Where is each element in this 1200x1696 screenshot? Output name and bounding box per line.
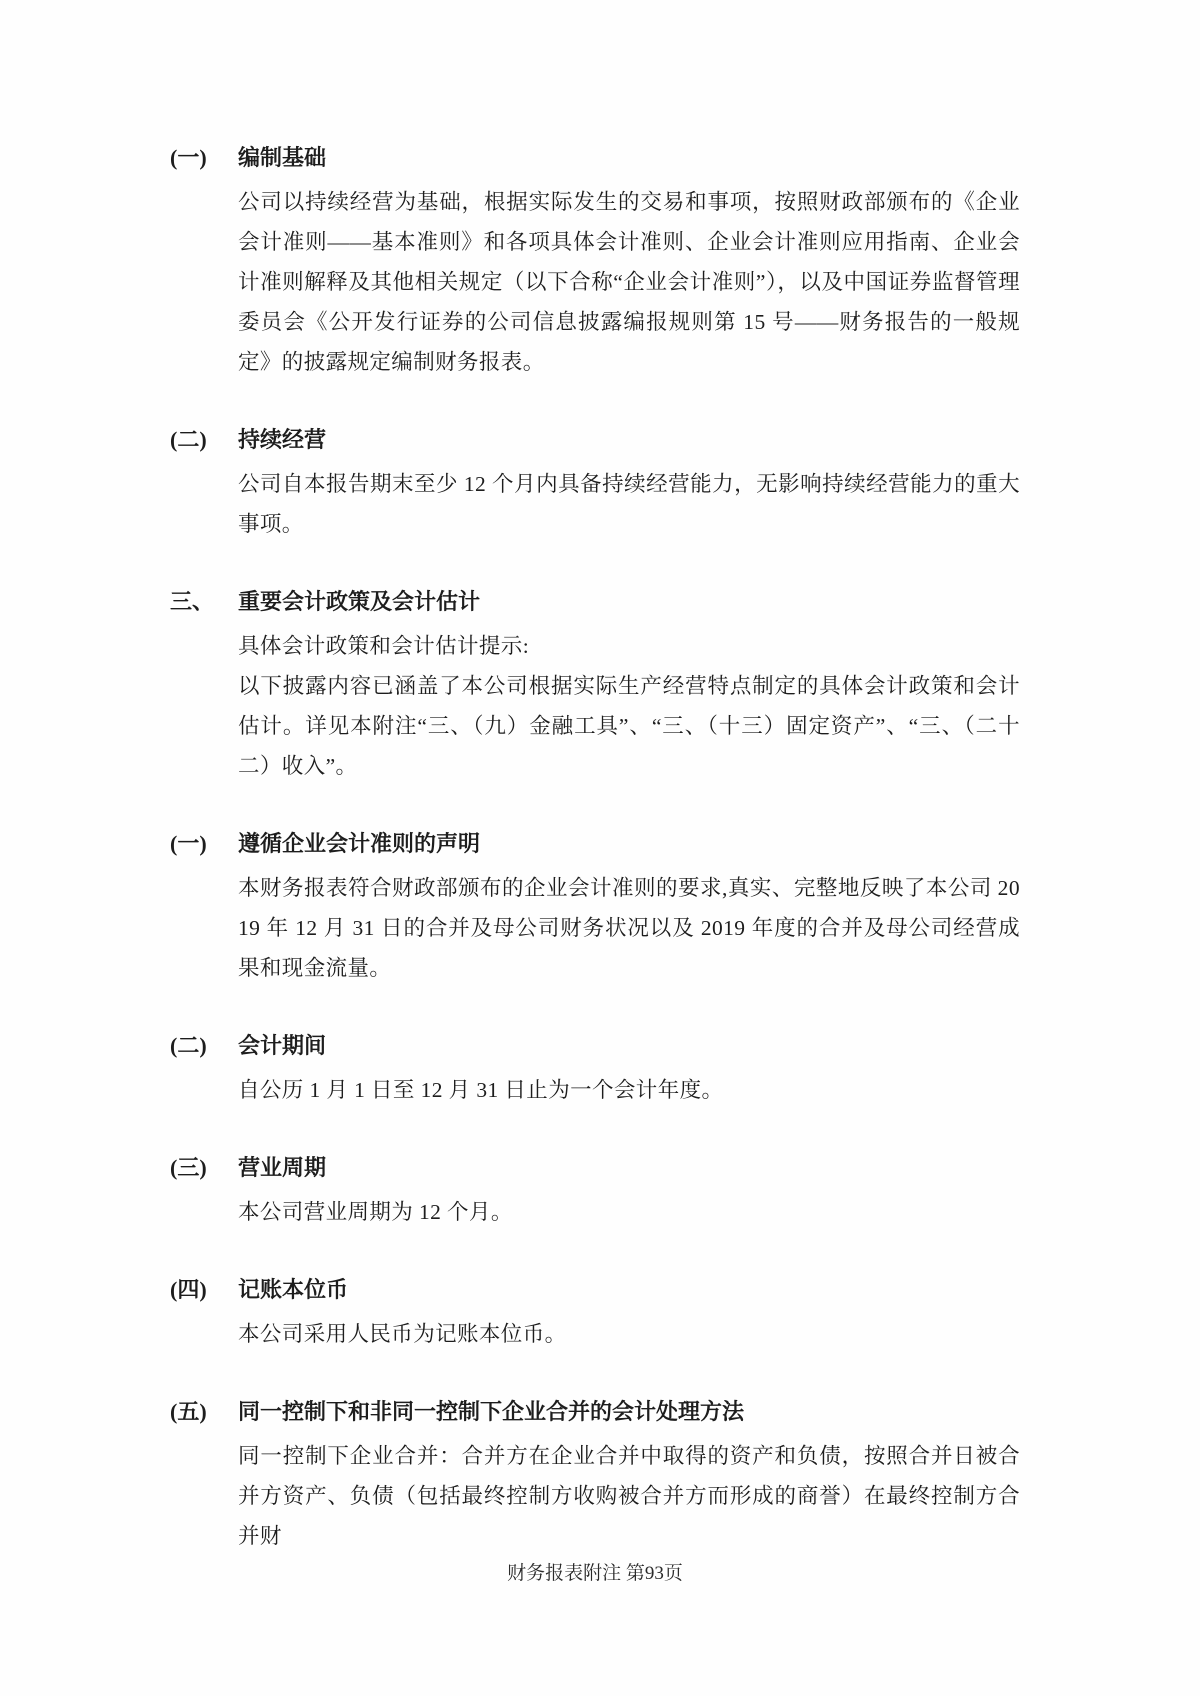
- section: [170, 1148, 1020, 1232]
- section-paragraph: 本公司采用人民币为记账本位币。: [238, 1322, 567, 1346]
- section-paragraph: 公司以持续经营为基础，根据实际发生的交易和事项，按照财政部颁布的《企业会计准则——基本准则》和各项具体会计准则、企业会计准则应用指南、企业会计准则解释及其他相关规定（以下合称“企业会计准则”），以及中国证券监督管理委员会《公开发行证券的公司信息披露编报规则第 15 号——财务报告的一般规定》的披露规定编制财务报表。: [238, 190, 1020, 374]
- section-body: [238, 1070, 1020, 1110]
- section-title: 同一控制下和非同一控制下企业合并的会计处理方法: [238, 1399, 745, 1424]
- section-paragraph: 同一控制下企业合并：合并方在企业合并中取得的资产和负债，按照合并日被合并方资产、负债（包括最终控制方收购被合并方而形成的商誉）在最终控制方合并财: [238, 1444, 1020, 1548]
- section-title: 持续经营: [238, 427, 327, 452]
- section-number: 三、: [170, 589, 215, 614]
- section: [170, 1392, 1020, 1556]
- section-heading: [170, 582, 1020, 622]
- section-body: [238, 464, 1020, 544]
- section-title: 编制基础: [238, 145, 327, 170]
- section-body: [238, 626, 1020, 786]
- section: [170, 824, 1020, 988]
- section-title: 营业周期: [238, 1155, 327, 1180]
- document-body: [170, 138, 1020, 1594]
- section-number: (三): [170, 1155, 207, 1180]
- section-body: [238, 1192, 1020, 1232]
- section-heading: [170, 1270, 1020, 1310]
- section-number: (二): [170, 1033, 207, 1058]
- section-number: (一): [170, 831, 207, 856]
- section-paragraph: 以下披露内容已涵盖了本公司根据实际生产经营特点制定的具体会计政策和会计估计。详见本附注“三、（九）金融工具”、“三、（十三）固定资产”、“三、（二十二）收入”。: [238, 674, 1020, 778]
- page-footer: 财务报表附注 第93页: [507, 1563, 683, 1584]
- section-title: 记账本位币: [238, 1277, 349, 1302]
- section-paragraph: 自公历 1 月 1 日至 12 月 31 日止为一个会计年度。: [238, 1078, 724, 1102]
- section-heading: [170, 138, 1020, 178]
- section-paragraph: 公司自本报告期末至少 12 个月内具备持续经营能力，无影响持续经营能力的重大事项。: [238, 472, 1020, 536]
- section-body: [238, 182, 1020, 382]
- section-paragraph: 具体会计政策和会计估计提示:: [238, 634, 530, 658]
- section-number: (四): [170, 1277, 207, 1302]
- section-title: 会计期间: [238, 1033, 327, 1058]
- section: [170, 138, 1020, 382]
- section-number: (五): [170, 1399, 207, 1424]
- section-body: [238, 868, 1020, 988]
- section-heading: [170, 1392, 1020, 1432]
- section-title: 重要会计政策及会计估计: [238, 589, 481, 614]
- section-paragraph: 本公司营业周期为 12 个月。: [238, 1200, 513, 1224]
- section-heading: [170, 824, 1020, 864]
- section-number: (一): [170, 145, 207, 170]
- section: [170, 1026, 1020, 1110]
- section: [170, 1270, 1020, 1354]
- section-body: [238, 1314, 1020, 1354]
- section-heading: [170, 1148, 1020, 1188]
- section: [170, 420, 1020, 544]
- section-paragraph: 本财务报表符合财政部颁布的企业会计准则的要求,真实、完整地反映了本公司 2019 年 12 月 31 日的合并及母公司财务状况以及 2019 年度的合并及母公司经营成果和现金流量。: [238, 876, 1020, 980]
- section-heading: [170, 1026, 1020, 1066]
- section-body: [238, 1436, 1020, 1556]
- section-number: (二): [170, 427, 207, 452]
- section: [170, 582, 1020, 786]
- section-heading: [170, 420, 1020, 460]
- section-title: 遵循企业会计准则的声明: [238, 831, 481, 856]
